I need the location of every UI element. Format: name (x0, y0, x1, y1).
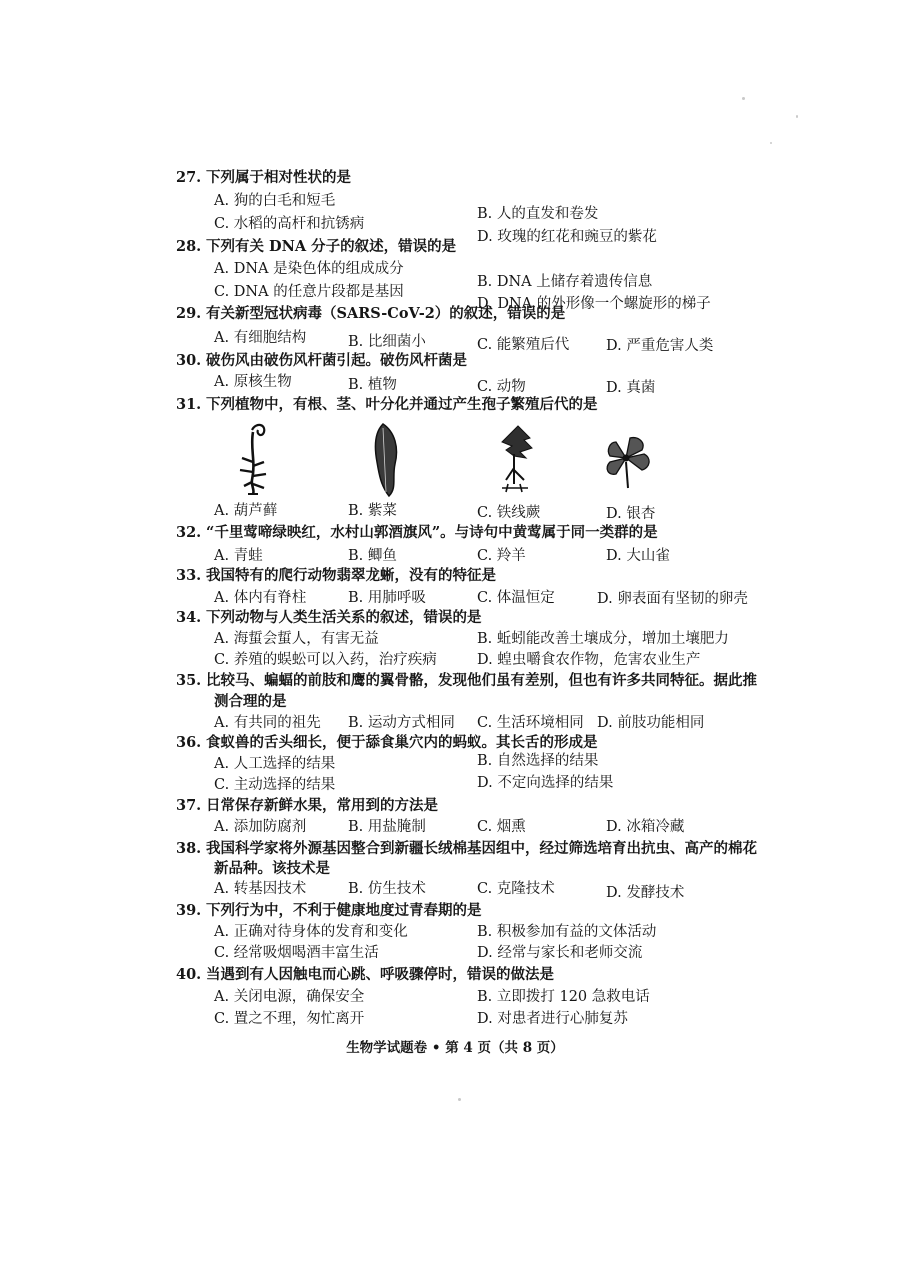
option-b: B. DNA 上储存着遗传信息 (477, 274, 653, 290)
option-c: C. 养殖的蜈蚣可以入药，治疗疾病 (214, 652, 437, 668)
option-c: C. 体温恒定 (477, 590, 555, 606)
question-38 (0, 838, 910, 860)
option-a: A. 原核生物 (214, 374, 292, 390)
question-stem: 下列行为中，不利于健康地度过青春期的是 (206, 902, 482, 919)
question-number: 27. (176, 169, 202, 186)
question-stem: 比较马、蝙蝠的前肢和鹰的翼骨骼，发现他们虽有差别，但也有许多共同特征。据此推 (206, 672, 757, 689)
option-d: D. 玫瑰的红花和豌豆的紫花 (477, 229, 657, 245)
question-stem: 日常保存新鲜水果，常用到的方法是 (206, 797, 438, 814)
option-d: D. 前肢功能相同 (597, 715, 705, 731)
option-b: B. 植物 (348, 377, 397, 393)
question-32 (0, 522, 910, 544)
option-d: D. 真菌 (606, 380, 656, 396)
option-d: D. 经常与家长和老师交流 (477, 945, 643, 961)
options-row (0, 371, 910, 396)
question-number: 38. (176, 840, 202, 857)
option-d: D. 发酵技术 (606, 885, 685, 901)
option-b: B. 积极参加有益的文体活动 (477, 924, 657, 940)
question-34 (0, 607, 910, 629)
question-stem: 我国科学家将外源基因整合到新疆长绒棉基因组中，经过筛选培育出抗虫、高产的棉花 (206, 840, 757, 857)
question-number: 33. (176, 567, 202, 584)
question-36 (0, 732, 910, 754)
options-row (0, 942, 910, 964)
option-b: B. 仿生技术 (348, 881, 426, 897)
option-a: A. 有共同的祖先 (214, 715, 321, 731)
option-b: B. 立即拨打 120 急救电话 (477, 989, 650, 1005)
option-a: A. 体内有脊柱 (214, 590, 307, 606)
question-stem: 下列植物中，有根、茎、叶分化并通过产生孢子繁殖后代的是 (206, 396, 598, 413)
question-stem: 下列有关 DNA 分子的叙述，错误的是 (206, 238, 457, 255)
option-c: C. 经常吸烟喝酒丰富生活 (214, 945, 379, 961)
question-number: 36. (176, 734, 202, 751)
question-31 (0, 394, 910, 416)
option-c: C. 羚羊 (477, 548, 526, 564)
question-stem: 我国特有的爬行动物翡翠龙蜥，没有的特征是 (206, 567, 496, 584)
question-27 (0, 167, 910, 189)
option-a: A. 海蜇会蜇人，有害无益 (214, 631, 379, 647)
options-row (0, 921, 910, 943)
question-stem: 有关新型冠状病毒（SARS-CoV-2）的叙述，错误的是 (206, 305, 566, 322)
scan-speck (742, 97, 745, 100)
scan-speck (796, 115, 798, 118)
options-row (0, 587, 910, 609)
question-38-continued (0, 858, 910, 880)
options-row (0, 878, 910, 900)
question-39 (0, 900, 910, 922)
option-c: C. 克隆技术 (477, 881, 555, 897)
option-a: A. 有细胞结构 (214, 330, 307, 346)
ginkgo-icon (596, 418, 666, 498)
option-d: D. 大山雀 (606, 548, 670, 564)
option-a: A. 葫芦藓 (214, 503, 278, 519)
question-40 (0, 964, 910, 986)
option-c: C. 生活环境相同 (477, 715, 584, 731)
option-d: D. 冰箱冷藏 (606, 819, 685, 835)
options-row (0, 816, 910, 838)
option-a: A. DNA 是染色体的组成成分 (214, 261, 404, 277)
question-number: 39. (176, 902, 202, 919)
question-30 (0, 350, 910, 372)
option-c: C. 铁线蕨 (477, 505, 541, 521)
option-b: B. 比细菌小 (348, 334, 426, 350)
question-35-continued (0, 691, 910, 713)
option-c: C. 动物 (477, 379, 526, 395)
question-number: 32. (176, 524, 202, 541)
option-d: D. 严重危害人类 (606, 338, 714, 354)
question-stem: 破伤风由破伤风杆菌引起。破伤风杆菌是 (206, 352, 467, 369)
question-stem: “千里莺啼绿映红，水村山郭酒旗风”。与诗句中黄莺属于同一类群的是 (206, 524, 658, 541)
option-d: D. 不定向选择的结果 (477, 775, 614, 791)
options-row (0, 774, 910, 796)
plant-images (0, 418, 910, 500)
question-number: 29. (176, 305, 202, 322)
seaweed-icon (355, 418, 425, 498)
option-d: D. 卵表面有坚韧的卵壳 (597, 591, 748, 607)
option-c: C. DNA 的任意片段都是基因 (214, 284, 404, 300)
page-footer: 生物学试题卷 • 第 4 页（共 8 页） (346, 1040, 564, 1056)
option-b: B. 用盐腌制 (348, 819, 426, 835)
option-d: D. 银杏 (606, 506, 656, 522)
option-a: A. 狗的白毛和短毛 (214, 193, 336, 209)
question-stem-continued: 新品种。该技术是 (214, 860, 330, 877)
question-number: 30. (176, 352, 202, 369)
question-number: 34. (176, 609, 202, 626)
options-row (0, 327, 910, 354)
option-a: A. 转基因技术 (214, 881, 307, 897)
question-stem: 食蚁兽的舌头细长，便于舔食巢穴内的蚂蚁。其长舌的形成是 (206, 734, 598, 751)
option-c: C. 主动选择的结果 (214, 777, 336, 793)
option-b: B. 自然选择的结果 (477, 753, 599, 769)
option-b: B. 紫菜 (348, 503, 397, 519)
question-number: 40. (176, 966, 202, 983)
option-d: D. 蝗虫嚼食农作物，危害农业生产 (477, 652, 701, 668)
options-row (0, 500, 910, 522)
fern-icon (484, 418, 554, 498)
question-stem-continued: 测合理的是 (214, 693, 287, 710)
question-number: 28. (176, 238, 202, 255)
question-number: 35. (176, 672, 202, 689)
scan-speck (770, 142, 772, 144)
question-stem: 下列动物与人类生活关系的叙述，错误的是 (206, 609, 482, 626)
question-35 (0, 670, 910, 692)
question-28 (0, 236, 910, 258)
option-b: B. 人的直发和卷发 (477, 206, 599, 222)
question-number: 37. (176, 797, 202, 814)
question-number: 31. (176, 396, 202, 413)
options-row (0, 712, 910, 734)
question-stem: 下列属于相对性状的是 (206, 169, 351, 186)
option-a: A. 人工选择的结果 (214, 756, 336, 772)
options-row (0, 753, 910, 775)
option-c: C. 能繁殖后代 (477, 337, 570, 353)
option-b: B. 运动方式相同 (348, 715, 455, 731)
option-d: D. 对患者进行心肺复苏 (477, 1011, 628, 1027)
options-row (0, 649, 910, 671)
option-a: A. 关闭电源，确保安全 (214, 989, 365, 1005)
option-c: C. 烟熏 (477, 819, 526, 835)
option-d: D. DNA 的外形像一个螺旋形的梯子 (477, 296, 711, 312)
options-row (0, 545, 910, 567)
question-29 (0, 303, 910, 325)
options-row (0, 1008, 910, 1030)
option-a: A. 添加防腐剂 (214, 819, 307, 835)
question-37 (0, 795, 910, 817)
option-b: B. 用肺呼吸 (348, 590, 426, 606)
question-33 (0, 565, 910, 587)
options-row (0, 628, 910, 650)
moss-plant-icon (222, 418, 292, 498)
option-a: A. 青蛙 (214, 548, 263, 564)
option-b: B. 蚯蚓能改善土壤成分，增加土壤肥力 (477, 631, 729, 647)
option-a: A. 正确对待身体的发育和变化 (214, 924, 408, 940)
option-c: C. 水稻的高杆和抗锈病 (214, 216, 365, 232)
question-stem: 当遇到有人因触电而心跳、呼吸骤停时，错误的做法是 (206, 966, 554, 983)
option-b: B. 鲫鱼 (348, 548, 397, 564)
options-row (0, 986, 910, 1008)
scan-speck (458, 1098, 461, 1101)
option-c: C. 置之不理，匆忙离开 (214, 1011, 365, 1027)
